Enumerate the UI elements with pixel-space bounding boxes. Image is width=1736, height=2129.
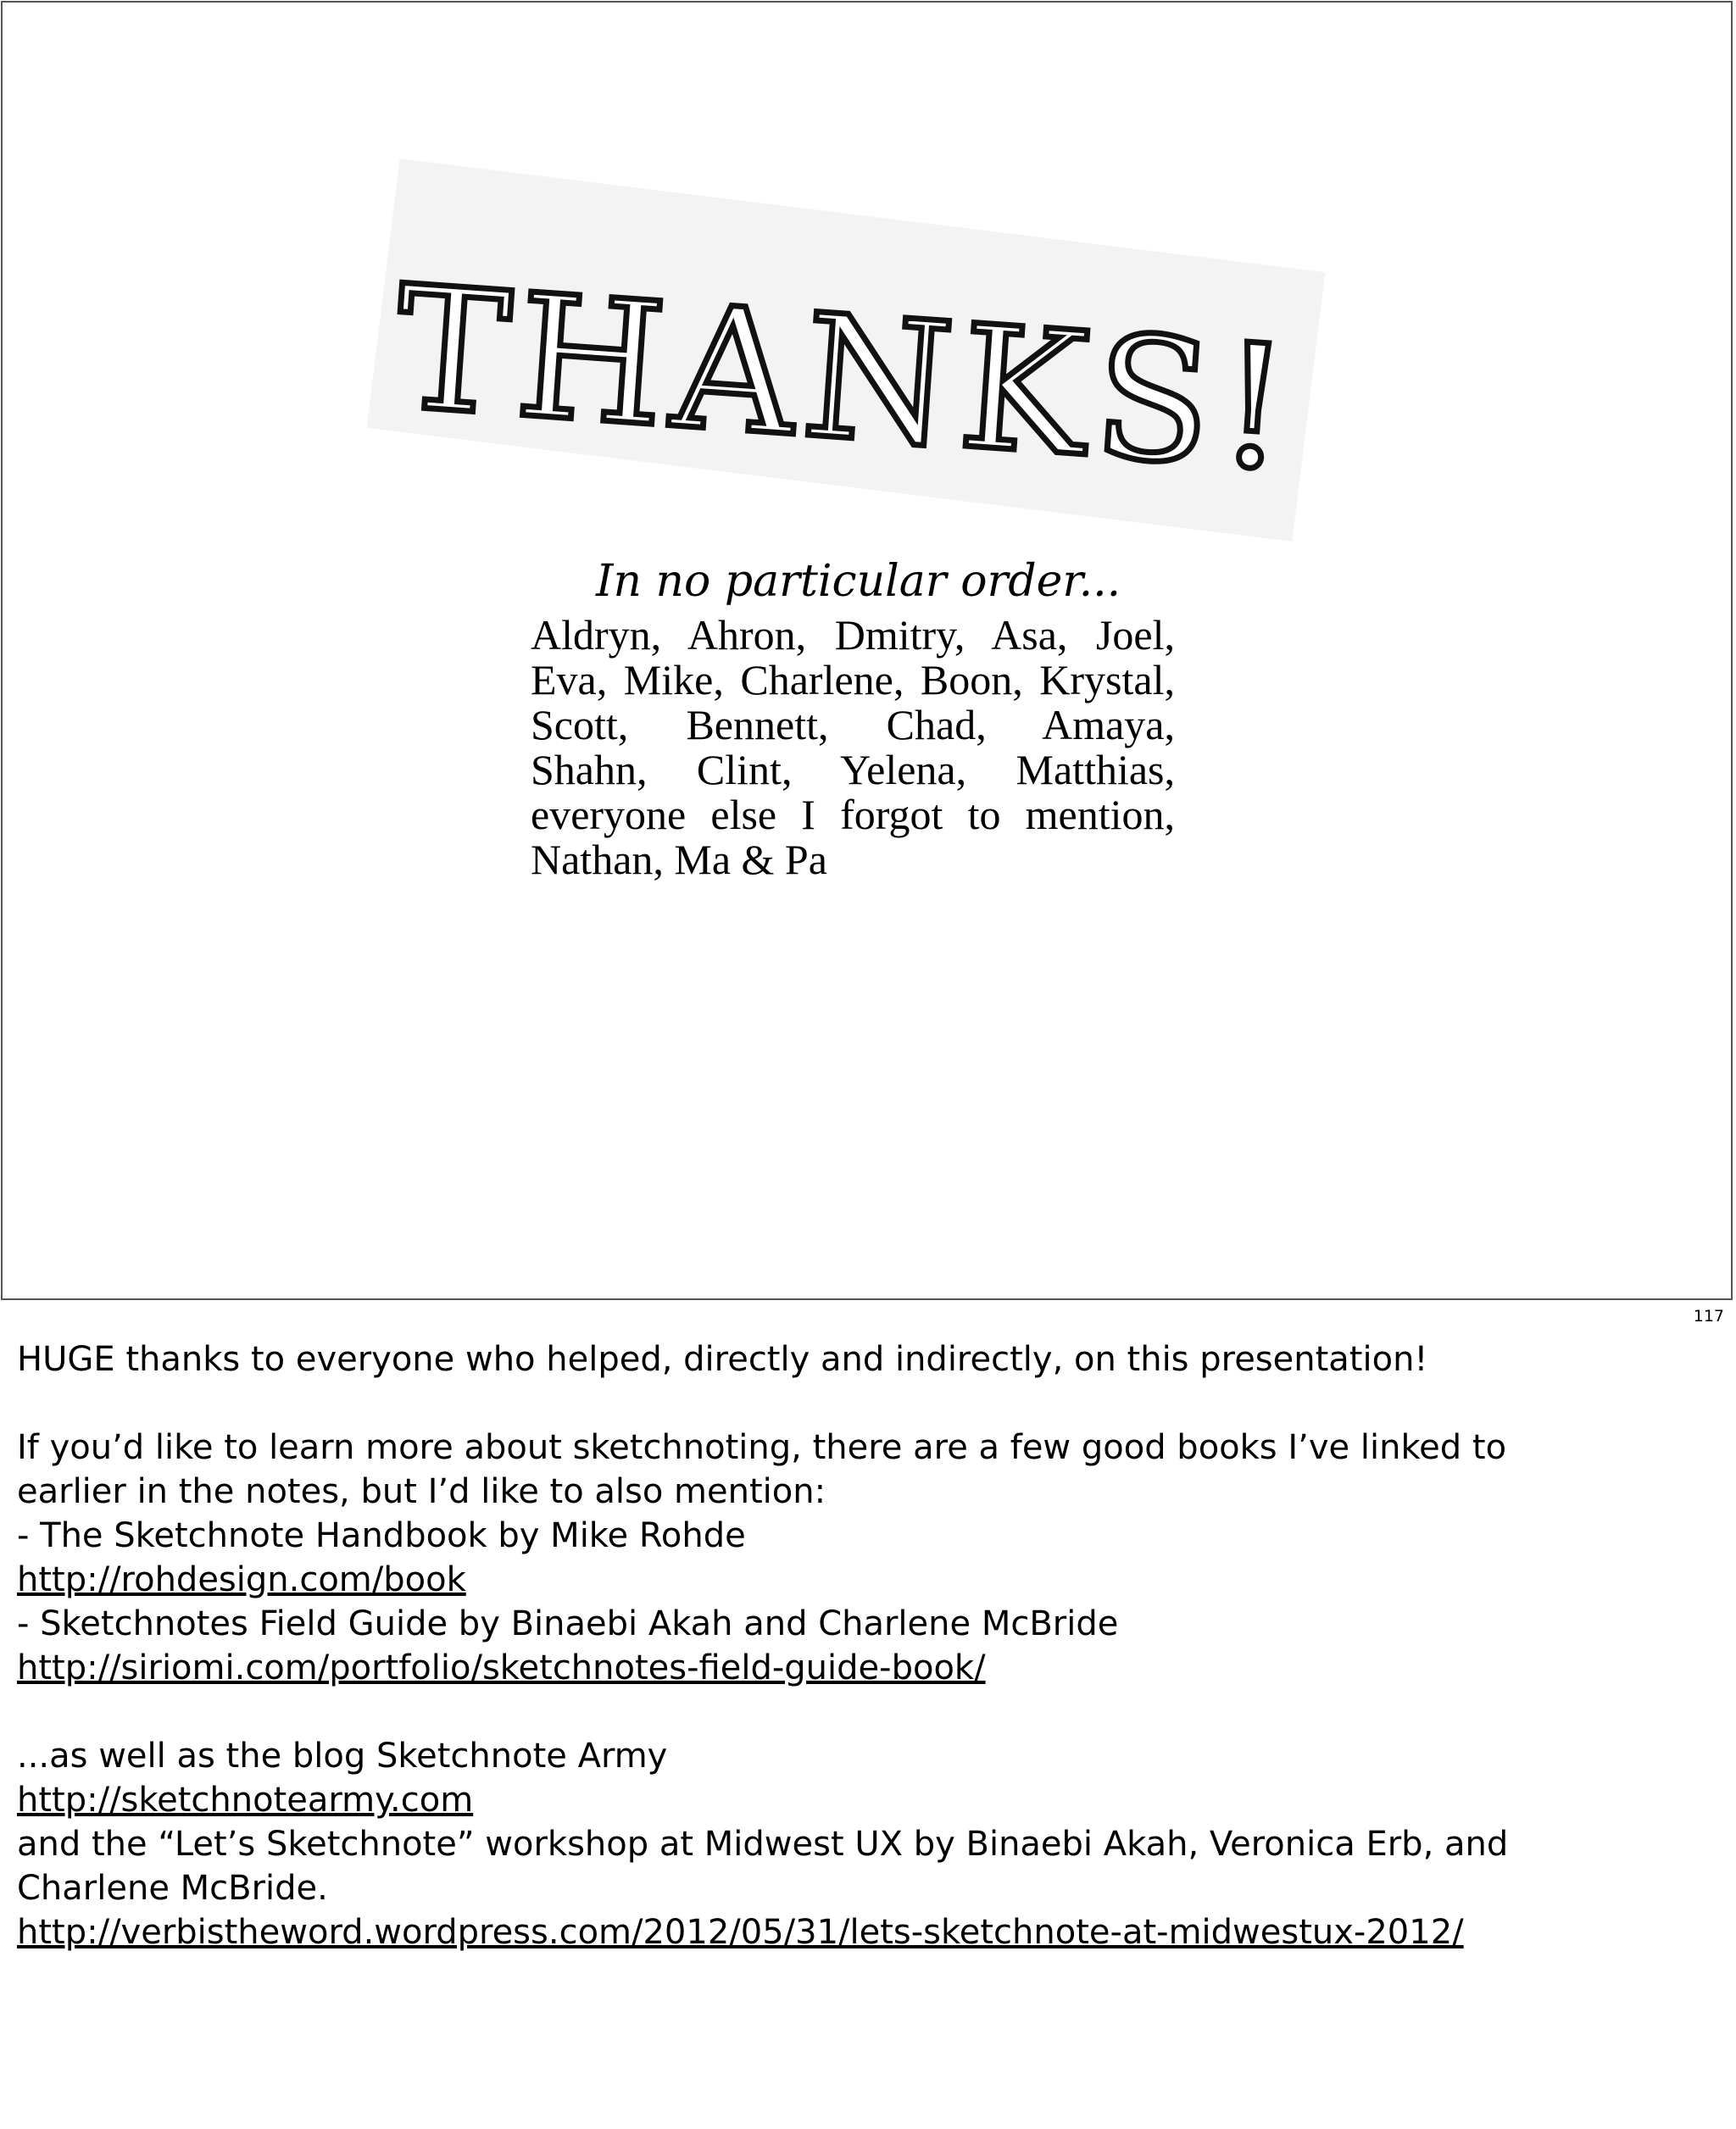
link-field-guide-book[interactable]: http://siriomi.com/portfolio/sketchnotes-field-guide-book/ — [17, 1648, 986, 1687]
names-line: Shahn, Clint, Yelena, Matthias, — [531, 746, 1175, 793]
names-line: everyone else I forgot to mention, — [531, 791, 1175, 838]
notes-learn-more-line: earlier in the notes, but I’d like to also mention: — [17, 1472, 826, 1511]
link-rohdesign-book[interactable]: http://rohdesign.com/book — [17, 1560, 466, 1599]
notes-learn-more-line: If you’d like to learn more about sketchnoting, there are a few good books I’ve linked to — [17, 1428, 1507, 1467]
page-number: 117 — [1693, 1307, 1724, 1326]
slide-subtitle: In no particular order... — [596, 556, 1121, 607]
names-line: Scott, Bennett, Chad, Amaya, — [531, 701, 1175, 748]
notes-workshop-line: Charlene McBride. — [17, 1869, 328, 1908]
names-line: Eva, Mike, Charlene, Boon, Krystal, — [531, 656, 1175, 703]
names-line: Nathan, Ma & Pa — [531, 836, 827, 883]
notes-spacer — [17, 1690, 1712, 1734]
notes-blog: ...as well as the blog Sketchnote Army — [17, 1737, 668, 1776]
names-list — [531, 613, 1175, 882]
slide-title: THANKS! — [389, 249, 1303, 509]
notes-book-field-guide: - Sketchnotes Field Guide by Binaebi Akah and Charlene McBride — [17, 1604, 1119, 1643]
link-workshop-post[interactable]: http://verbistheword.wordpress.com/2012/05/31/lets-sketchnote-at-midwestux-2012/ — [17, 1913, 1464, 1952]
link-sketchnote-army[interactable]: http://sketchnotearmy.com — [17, 1781, 474, 1820]
speaker-notes — [17, 1337, 1712, 1954]
names-line: Aldryn, Ahron, Dmitry, Asa, Joel, — [531, 611, 1175, 659]
notes-workshop-line: and the “Let’s Sketchnote” workshop at Midwest UX by Binaebi Akah, Veronica Erb, and — [17, 1825, 1509, 1864]
slide — [1, 1, 1733, 1300]
notes-book-handbook: - The Sketchnote Handbook by Mike Rohde — [17, 1516, 746, 1555]
notes-intro: HUGE thanks to everyone who helped, directly and indirectly, on this presentation! — [17, 1340, 1428, 1379]
notes-spacer — [17, 1381, 1712, 1426]
